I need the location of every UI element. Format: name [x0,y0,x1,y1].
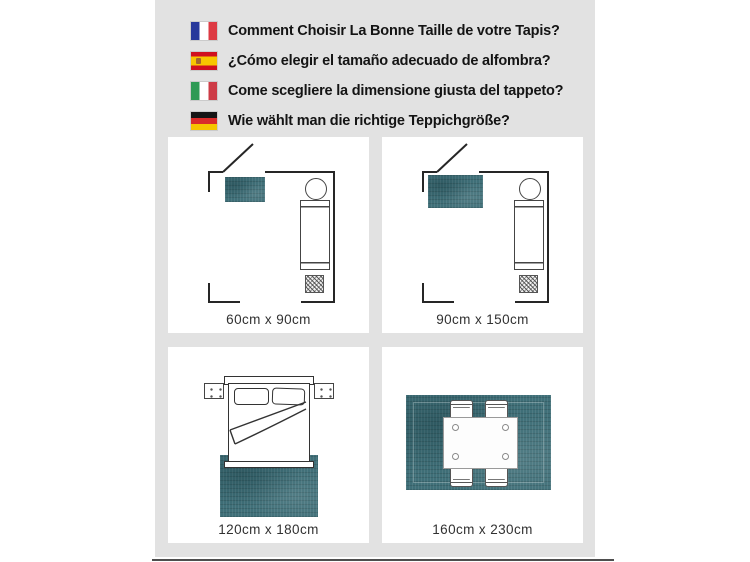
spain-flag-icon [191,52,217,70]
size-label-160x230: 160cm x 230cm [432,522,533,537]
table-leg-mark [502,453,509,460]
panel-160x230 [382,347,583,543]
rug-illustration-small [225,177,265,202]
nightstand-icon [314,383,334,399]
header-title-italian: Come scegliere la dimensione giusta del tappeto? [228,83,564,99]
wall-line [208,171,210,192]
round-table-icon [519,178,541,200]
plant-icon [519,275,538,293]
footboard-icon [224,461,314,468]
daybed-icon [300,200,330,270]
header-row-spanish [191,50,550,72]
size-label-60x90: 60cm x 90cm [226,312,311,327]
panel-120x180 [168,347,369,543]
italy-flag-icon [191,82,217,100]
header-row-german [191,110,510,132]
header-row-italian [191,80,563,102]
nightstand-icon [204,383,224,399]
wall-line [547,171,549,303]
wall-line [479,171,549,173]
bottom-divider-line [152,559,614,561]
size-label-90x150: 90cm x 150cm [436,312,529,327]
chair-icon [450,467,473,487]
header-title-german: Wie wählt man die richtige Teppichgröße? [228,113,510,129]
wall-line [422,301,454,303]
wall-line [422,171,424,192]
round-table-icon [305,178,327,200]
wall-line [301,301,335,303]
rug-size-guide-card [155,0,595,557]
wall-line [208,283,210,303]
wall-line [515,301,549,303]
wall-line [208,171,223,173]
header-title-spanish: ¿Cómo elegir el tamaño adecuado de alfombra? [228,53,551,69]
wall-line [422,283,424,303]
rug-illustration-medium [428,175,483,208]
daybed-icon [514,200,544,270]
wall-line [333,171,335,303]
chair-icon [485,467,508,487]
france-flag-icon [191,22,217,40]
panel-60x90 [168,137,369,333]
duvet-fold-lines [229,384,307,464]
door-swing-icon [436,143,467,172]
wall-line [422,171,437,173]
size-label-120x180: 120cm x 180cm [218,522,319,537]
door-swing-icon [222,143,253,172]
wall-line [208,301,240,303]
header-title-french: Comment Choisir La Bonne Taille de votre Tapis? [228,23,560,39]
plant-icon [305,275,324,293]
header-row-french [191,20,560,42]
table-leg-mark [452,424,459,431]
germany-flag-icon [191,112,217,130]
dining-table-icon [443,417,518,469]
panel-90x150 [382,137,583,333]
table-leg-mark [502,424,509,431]
table-leg-mark [452,453,459,460]
wall-line [265,171,335,173]
bed-icon [228,383,310,467]
